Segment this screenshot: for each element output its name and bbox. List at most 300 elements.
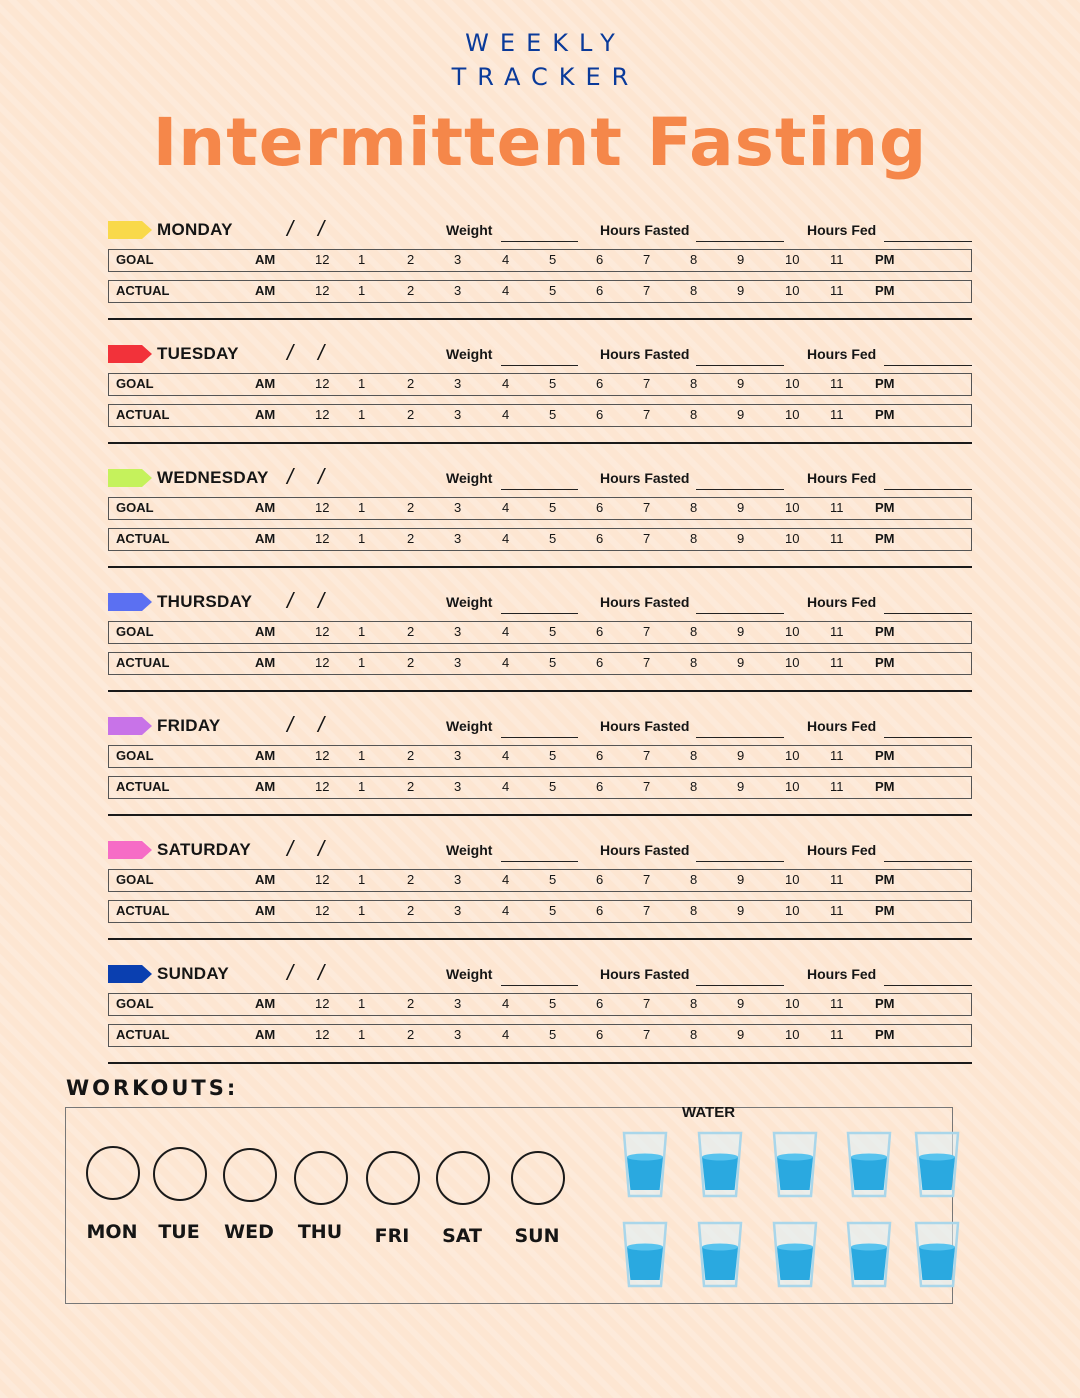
hour-slot[interactable]: 7 bbox=[643, 903, 651, 918]
am-label: AM bbox=[255, 748, 276, 763]
hour-slot[interactable]: 3 bbox=[454, 252, 462, 267]
day-flag-icon bbox=[108, 469, 142, 487]
weight-label: Weight bbox=[446, 222, 493, 238]
hour-slot[interactable]: 10 bbox=[785, 531, 800, 546]
workout-circle-mon[interactable] bbox=[86, 1146, 140, 1200]
hour-slot[interactable]: 12 bbox=[315, 283, 330, 298]
hour-slot[interactable]: 10 bbox=[785, 872, 800, 887]
actual-row[interactable] bbox=[108, 1024, 972, 1047]
water-glass-icon[interactable] bbox=[845, 1130, 893, 1200]
hours-fed-label: Hours Fed bbox=[807, 470, 877, 486]
hour-slot[interactable]: 10 bbox=[785, 283, 800, 298]
day-divider bbox=[108, 814, 972, 816]
hour-slot[interactable]: 3 bbox=[454, 779, 462, 794]
hour-slot[interactable]: 6 bbox=[596, 1027, 604, 1042]
hour-slot[interactable]: 8 bbox=[690, 903, 698, 918]
hour-slot[interactable]: 12 bbox=[315, 376, 330, 391]
hour-slot[interactable]: 1 bbox=[358, 531, 366, 546]
hour-slot[interactable]: 11 bbox=[830, 283, 844, 298]
hours-fed-label: Hours Fed bbox=[807, 966, 877, 982]
weight-label: Weight bbox=[446, 594, 493, 610]
hour-slot[interactable]: 8 bbox=[690, 624, 698, 639]
hour-slot[interactable]: 10 bbox=[785, 376, 800, 391]
workout-circle-wed[interactable] bbox=[223, 1148, 277, 1202]
hour-slot[interactable]: 12 bbox=[315, 531, 330, 546]
hour-slot[interactable]: 11 bbox=[830, 748, 844, 763]
hour-slot[interactable]: 1 bbox=[358, 996, 366, 1011]
hour-slot[interactable]: 6 bbox=[596, 779, 604, 794]
hour-slot[interactable]: 12 bbox=[315, 407, 330, 422]
day-flag-body bbox=[108, 841, 142, 859]
hour-slot[interactable]: 5 bbox=[549, 531, 557, 546]
hours-fed-field[interactable] bbox=[884, 613, 972, 614]
hour-slot[interactable]: 10 bbox=[785, 624, 800, 639]
day-flag-icon bbox=[108, 593, 142, 611]
actual-row[interactable] bbox=[108, 776, 972, 799]
hour-slot[interactable]: 9 bbox=[737, 376, 745, 391]
day-flag-body bbox=[108, 593, 142, 611]
hour-slot[interactable]: 6 bbox=[596, 283, 604, 298]
hour-slot[interactable]: 10 bbox=[785, 407, 800, 422]
hour-slot[interactable]: 11 bbox=[830, 1027, 844, 1042]
day-name: THURSDAY bbox=[157, 592, 253, 611]
hour-slot[interactable]: 3 bbox=[454, 376, 462, 391]
am-label: AM bbox=[255, 283, 276, 298]
actual-row[interactable] bbox=[108, 528, 972, 551]
hour-slot[interactable]: 2 bbox=[407, 779, 415, 794]
hour-slot[interactable]: 10 bbox=[785, 252, 800, 267]
day-header bbox=[108, 958, 972, 988]
hour-slot[interactable]: 5 bbox=[549, 655, 557, 670]
weight-field[interactable] bbox=[501, 737, 578, 738]
hour-slot[interactable]: 4 bbox=[502, 283, 510, 298]
pm-label: PM bbox=[875, 376, 895, 391]
hour-slot[interactable]: 5 bbox=[549, 872, 557, 887]
hour-slot[interactable]: 7 bbox=[643, 748, 651, 763]
day-header bbox=[108, 586, 972, 616]
hour-slot[interactable]: 7 bbox=[643, 655, 651, 670]
hour-slot[interactable]: 12 bbox=[315, 1027, 330, 1042]
weight-label: Weight bbox=[446, 842, 493, 858]
hour-slot[interactable]: 11 bbox=[830, 252, 844, 267]
hour-slot[interactable]: 2 bbox=[407, 655, 415, 670]
actual-row[interactable] bbox=[108, 652, 972, 675]
date-slash: / bbox=[287, 836, 294, 861]
hour-slot[interactable]: 8 bbox=[690, 283, 698, 298]
workout-circle-thu[interactable] bbox=[294, 1151, 348, 1205]
hour-slot[interactable]: 1 bbox=[358, 779, 366, 794]
pm-label: PM bbox=[875, 996, 895, 1011]
weight-label: Weight bbox=[446, 718, 493, 734]
hours-fed-field[interactable] bbox=[884, 489, 972, 490]
actual-row[interactable] bbox=[108, 900, 972, 923]
workouts-title: WORKOUTS: bbox=[66, 1076, 239, 1100]
date-slash: / bbox=[318, 712, 325, 737]
pm-label: PM bbox=[875, 531, 895, 546]
workout-day-label: FRI bbox=[374, 1225, 410, 1247]
day-divider bbox=[108, 318, 972, 320]
hour-slot[interactable]: 10 bbox=[785, 996, 800, 1011]
hours-fasted-field[interactable] bbox=[696, 613, 784, 614]
day-divider bbox=[108, 1062, 972, 1064]
pm-label: PM bbox=[875, 624, 895, 639]
hour-slot[interactable]: 12 bbox=[315, 779, 330, 794]
hour-slot[interactable]: 4 bbox=[502, 996, 510, 1011]
hour-slot[interactable]: 1 bbox=[358, 500, 366, 515]
hour-slot[interactable]: 1 bbox=[358, 624, 366, 639]
hour-slot[interactable]: 8 bbox=[690, 748, 698, 763]
hour-slot[interactable]: 4 bbox=[502, 872, 510, 887]
hour-slot[interactable]: 2 bbox=[407, 407, 415, 422]
hour-slot[interactable]: 4 bbox=[502, 376, 510, 391]
hour-slot[interactable]: 3 bbox=[454, 748, 462, 763]
hour-slot[interactable]: 9 bbox=[737, 252, 745, 267]
water-glass-icon[interactable] bbox=[913, 1220, 961, 1290]
hour-slot[interactable]: 5 bbox=[549, 1027, 557, 1042]
hour-slot[interactable]: 2 bbox=[407, 748, 415, 763]
workout-circle-sat[interactable] bbox=[436, 1151, 490, 1205]
water-glass-icon[interactable] bbox=[621, 1130, 669, 1200]
goal-label: GOAL bbox=[116, 872, 154, 887]
hour-slot[interactable]: 9 bbox=[737, 1027, 745, 1042]
am-label: AM bbox=[255, 872, 276, 887]
day-header bbox=[108, 338, 972, 368]
hour-slot[interactable]: 8 bbox=[690, 531, 698, 546]
day-flag-icon bbox=[108, 717, 142, 735]
am-label: AM bbox=[255, 1027, 276, 1042]
hours-fed-field[interactable] bbox=[884, 985, 972, 986]
hour-slot[interactable]: 8 bbox=[690, 1027, 698, 1042]
hour-slot[interactable]: 11 bbox=[830, 779, 844, 794]
workout-circle-sun[interactable] bbox=[511, 1151, 565, 1205]
page-title: Intermittent Fasting bbox=[152, 104, 928, 181]
hour-slot[interactable]: 9 bbox=[737, 872, 745, 887]
hour-slot[interactable]: 2 bbox=[407, 500, 415, 515]
hour-slot[interactable]: 9 bbox=[737, 283, 745, 298]
actual-label: ACTUAL bbox=[116, 655, 170, 670]
am-label: AM bbox=[255, 779, 276, 794]
hour-slot[interactable]: 3 bbox=[454, 1027, 462, 1042]
day-flag-body bbox=[108, 221, 142, 239]
hour-slot[interactable]: 5 bbox=[549, 283, 557, 298]
hour-slot[interactable]: 12 bbox=[315, 903, 330, 918]
hour-slot[interactable]: 7 bbox=[643, 996, 651, 1011]
hours-fed-label: Hours Fed bbox=[807, 594, 877, 610]
hour-slot[interactable]: 11 bbox=[830, 996, 844, 1011]
hour-slot[interactable]: 1 bbox=[358, 903, 366, 918]
hour-slot[interactable]: 6 bbox=[596, 500, 604, 515]
date-slash: / bbox=[318, 588, 325, 613]
hour-slot[interactable]: 10 bbox=[785, 1027, 800, 1042]
goal-row[interactable] bbox=[108, 373, 972, 396]
goal-row[interactable] bbox=[108, 993, 972, 1016]
hours-fasted-field[interactable] bbox=[696, 365, 784, 366]
date-slash: / bbox=[318, 340, 325, 365]
hour-slot[interactable]: 9 bbox=[737, 624, 745, 639]
hour-slot[interactable]: 4 bbox=[502, 1027, 510, 1042]
hour-slot[interactable]: 5 bbox=[549, 407, 557, 422]
hour-slot[interactable]: 2 bbox=[407, 1027, 415, 1042]
goal-row[interactable] bbox=[108, 745, 972, 768]
hour-slot[interactable]: 11 bbox=[830, 872, 844, 887]
goal-row[interactable] bbox=[108, 497, 972, 520]
water-glass-icon[interactable] bbox=[771, 1130, 819, 1200]
hours-fed-label: Hours Fed bbox=[807, 222, 877, 238]
weight-field[interactable] bbox=[501, 365, 578, 366]
day-divider bbox=[108, 566, 972, 568]
hour-slot[interactable]: 4 bbox=[502, 624, 510, 639]
goal-row[interactable] bbox=[108, 249, 972, 272]
hour-slot[interactable]: 6 bbox=[596, 252, 604, 267]
hour-slot[interactable]: 3 bbox=[454, 903, 462, 918]
hour-slot[interactable]: 11 bbox=[830, 624, 844, 639]
hour-slot[interactable]: 3 bbox=[454, 500, 462, 515]
day-header bbox=[108, 462, 972, 492]
date-slash: / bbox=[318, 960, 325, 985]
am-label: AM bbox=[255, 996, 276, 1011]
hour-slot[interactable]: 8 bbox=[690, 376, 698, 391]
hour-slot[interactable]: 7 bbox=[643, 624, 651, 639]
hour-slot[interactable]: 8 bbox=[690, 996, 698, 1011]
hours-fed-field[interactable] bbox=[884, 365, 972, 366]
hour-slot[interactable]: 3 bbox=[454, 531, 462, 546]
weight-field[interactable] bbox=[501, 985, 578, 986]
hour-slot[interactable]: 8 bbox=[690, 655, 698, 670]
hour-slot[interactable]: 7 bbox=[643, 376, 651, 391]
hour-slot[interactable]: 6 bbox=[596, 407, 604, 422]
water-glass-icon[interactable] bbox=[913, 1130, 961, 1200]
am-label: AM bbox=[255, 500, 276, 515]
hours-fed-field[interactable] bbox=[884, 241, 972, 242]
hour-slot[interactable]: 9 bbox=[737, 655, 745, 670]
hour-slot[interactable]: 8 bbox=[690, 500, 698, 515]
hour-slot[interactable]: 2 bbox=[407, 903, 415, 918]
day-header bbox=[108, 214, 972, 244]
hour-slot[interactable]: 1 bbox=[358, 252, 366, 267]
goal-row[interactable] bbox=[108, 869, 972, 892]
hour-slot[interactable]: 7 bbox=[643, 252, 651, 267]
hours-fasted-field[interactable] bbox=[696, 489, 784, 490]
hour-slot[interactable]: 4 bbox=[502, 748, 510, 763]
hour-slot[interactable]: 12 bbox=[315, 872, 330, 887]
day-divider bbox=[108, 442, 972, 444]
hour-slot[interactable]: 5 bbox=[549, 996, 557, 1011]
hour-slot[interactable]: 9 bbox=[737, 996, 745, 1011]
hour-slot[interactable]: 10 bbox=[785, 903, 800, 918]
actual-row[interactable] bbox=[108, 404, 972, 427]
pm-label: PM bbox=[875, 252, 895, 267]
hour-slot[interactable]: 2 bbox=[407, 252, 415, 267]
hour-slot[interactable]: 6 bbox=[596, 903, 604, 918]
hour-slot[interactable]: 9 bbox=[737, 407, 745, 422]
header bbox=[0, 26, 1080, 182]
hour-slot[interactable]: 6 bbox=[596, 531, 604, 546]
hour-slot[interactable]: 7 bbox=[643, 531, 651, 546]
hours-fasted-label: Hours Fasted bbox=[600, 222, 690, 238]
actual-label: ACTUAL bbox=[116, 531, 170, 546]
hour-slot[interactable]: 12 bbox=[315, 252, 330, 267]
hour-slot[interactable]: 8 bbox=[690, 872, 698, 887]
hour-slot[interactable]: 6 bbox=[596, 655, 604, 670]
hour-slot[interactable]: 5 bbox=[549, 748, 557, 763]
hour-slot[interactable]: 4 bbox=[502, 407, 510, 422]
hour-slot[interactable]: 3 bbox=[454, 655, 462, 670]
actual-row[interactable] bbox=[108, 280, 972, 303]
hour-slot[interactable]: 6 bbox=[596, 996, 604, 1011]
hour-slot[interactable]: 9 bbox=[737, 779, 745, 794]
hour-slot[interactable]: 3 bbox=[454, 624, 462, 639]
hour-slot[interactable]: 6 bbox=[596, 872, 604, 887]
hour-slot[interactable]: 6 bbox=[596, 748, 604, 763]
weight-field[interactable] bbox=[501, 861, 578, 862]
hour-slot[interactable]: 11 bbox=[830, 903, 844, 918]
am-label: AM bbox=[255, 903, 276, 918]
hour-slot[interactable]: 12 bbox=[315, 655, 330, 670]
goal-label: GOAL bbox=[116, 376, 154, 391]
weight-label: Weight bbox=[446, 966, 493, 982]
hour-slot[interactable]: 9 bbox=[737, 531, 745, 546]
hour-slot[interactable]: 9 bbox=[737, 903, 745, 918]
hour-slot[interactable]: 4 bbox=[502, 779, 510, 794]
day-name: TUESDAY bbox=[157, 344, 239, 363]
hour-slot[interactable]: 12 bbox=[315, 996, 330, 1011]
hour-slot[interactable]: 5 bbox=[549, 903, 557, 918]
am-label: AM bbox=[255, 407, 276, 422]
hour-slot[interactable]: 12 bbox=[315, 748, 330, 763]
hour-slot[interactable]: 9 bbox=[737, 748, 745, 763]
hour-slot[interactable]: 3 bbox=[454, 407, 462, 422]
weight-label: Weight bbox=[446, 346, 493, 362]
hour-slot[interactable]: 1 bbox=[358, 283, 366, 298]
hour-slot[interactable]: 4 bbox=[502, 252, 510, 267]
hour-slot[interactable]: 5 bbox=[549, 376, 557, 391]
hour-slot[interactable]: 1 bbox=[358, 748, 366, 763]
hours-fasted-field[interactable] bbox=[696, 241, 784, 242]
hour-slot[interactable]: 4 bbox=[502, 655, 510, 670]
hour-slot[interactable]: 6 bbox=[596, 624, 604, 639]
workouts-box bbox=[65, 1107, 953, 1304]
hour-slot[interactable]: 1 bbox=[358, 407, 366, 422]
date-slash: / bbox=[318, 464, 325, 489]
hour-slot[interactable]: 7 bbox=[643, 407, 651, 422]
workout-day-label: TUE bbox=[158, 1221, 200, 1243]
hour-slot[interactable]: 4 bbox=[502, 531, 510, 546]
water-glass-icon[interactable] bbox=[771, 1220, 819, 1290]
hour-slot[interactable]: 5 bbox=[549, 779, 557, 794]
date-slash: / bbox=[287, 216, 294, 241]
pm-label: PM bbox=[875, 872, 895, 887]
weight-field[interactable] bbox=[501, 489, 578, 490]
day-flag-body bbox=[108, 469, 142, 487]
hours-fasted-label: Hours Fasted bbox=[600, 470, 690, 486]
water-glass-icon[interactable] bbox=[621, 1220, 669, 1290]
hour-slot[interactable]: 11 bbox=[830, 531, 844, 546]
hours-fasted-field[interactable] bbox=[696, 985, 784, 986]
hour-slot[interactable]: 9 bbox=[737, 500, 745, 515]
hour-slot[interactable]: 7 bbox=[643, 283, 651, 298]
date-slash: / bbox=[287, 588, 294, 613]
pm-label: PM bbox=[875, 903, 895, 918]
hour-slot[interactable]: 5 bbox=[549, 500, 557, 515]
hours-fed-field[interactable] bbox=[884, 861, 972, 862]
hour-slot[interactable]: 2 bbox=[407, 872, 415, 887]
hour-slot[interactable]: 10 bbox=[785, 779, 800, 794]
hours-fasted-label: Hours Fasted bbox=[600, 966, 690, 982]
hour-slot[interactable]: 8 bbox=[690, 779, 698, 794]
hour-slot[interactable]: 10 bbox=[785, 655, 800, 670]
water-glass-icon[interactable] bbox=[696, 1130, 744, 1200]
hours-fasted-field[interactable] bbox=[696, 861, 784, 862]
hour-slot[interactable]: 11 bbox=[830, 500, 844, 515]
hour-slot[interactable]: 12 bbox=[315, 500, 330, 515]
goal-label: GOAL bbox=[116, 500, 154, 515]
date-slash: / bbox=[287, 464, 294, 489]
hour-slot[interactable]: 11 bbox=[830, 655, 844, 670]
hour-slot[interactable]: 1 bbox=[358, 1027, 366, 1042]
hour-slot[interactable]: 2 bbox=[407, 624, 415, 639]
hour-slot[interactable]: 2 bbox=[407, 996, 415, 1011]
hour-slot[interactable]: 2 bbox=[407, 531, 415, 546]
goal-label: GOAL bbox=[116, 252, 154, 267]
goal-row[interactable] bbox=[108, 621, 972, 644]
weight-field[interactable] bbox=[501, 613, 578, 614]
hours-fasted-label: Hours Fasted bbox=[600, 594, 690, 610]
hour-slot[interactable]: 3 bbox=[454, 996, 462, 1011]
am-label: AM bbox=[255, 531, 276, 546]
day-name: MONDAY bbox=[157, 220, 233, 239]
hour-slot[interactable]: 4 bbox=[502, 903, 510, 918]
hour-slot[interactable]: 5 bbox=[549, 252, 557, 267]
hours-fasted-field[interactable] bbox=[696, 737, 784, 738]
hour-slot[interactable]: 2 bbox=[407, 283, 415, 298]
hour-slot[interactable]: 7 bbox=[643, 1027, 651, 1042]
hour-slot[interactable]: 2 bbox=[407, 376, 415, 391]
weight-field[interactable] bbox=[501, 241, 578, 242]
hour-slot[interactable]: 8 bbox=[690, 407, 698, 422]
hour-slot[interactable]: 3 bbox=[454, 872, 462, 887]
hour-slot[interactable]: 7 bbox=[643, 872, 651, 887]
hour-slot[interactable]: 4 bbox=[502, 500, 510, 515]
header-weekly: WEEKLY bbox=[465, 29, 626, 57]
hour-slot[interactable]: 11 bbox=[830, 407, 844, 422]
hour-slot[interactable]: 5 bbox=[549, 624, 557, 639]
workout-circle-tue[interactable] bbox=[153, 1147, 207, 1201]
workout-circle-fri[interactable] bbox=[366, 1151, 420, 1205]
hour-slot[interactable]: 3 bbox=[454, 283, 462, 298]
water-glass-icon[interactable] bbox=[845, 1220, 893, 1290]
day-name: SUNDAY bbox=[157, 964, 230, 983]
actual-label: ACTUAL bbox=[116, 407, 170, 422]
hour-slot[interactable]: 1 bbox=[358, 376, 366, 391]
workout-day-label: THU bbox=[297, 1221, 343, 1243]
hour-slot[interactable]: 10 bbox=[785, 500, 800, 515]
hour-slot[interactable]: 11 bbox=[830, 376, 844, 391]
hours-fed-field[interactable] bbox=[884, 737, 972, 738]
hour-slot[interactable]: 8 bbox=[690, 252, 698, 267]
hour-slot[interactable]: 1 bbox=[358, 872, 366, 887]
hour-slot[interactable]: 7 bbox=[643, 500, 651, 515]
hour-slot[interactable]: 12 bbox=[315, 624, 330, 639]
workout-day-label: SAT bbox=[442, 1225, 482, 1247]
water-glass-icon[interactable] bbox=[696, 1220, 744, 1290]
hour-slot[interactable]: 7 bbox=[643, 779, 651, 794]
hour-slot[interactable]: 1 bbox=[358, 655, 366, 670]
day-name: FRIDAY bbox=[157, 716, 221, 735]
hour-slot[interactable]: 6 bbox=[596, 376, 604, 391]
day-flag-icon bbox=[108, 221, 142, 239]
hour-slot[interactable]: 10 bbox=[785, 748, 800, 763]
goal-label: GOAL bbox=[116, 748, 154, 763]
